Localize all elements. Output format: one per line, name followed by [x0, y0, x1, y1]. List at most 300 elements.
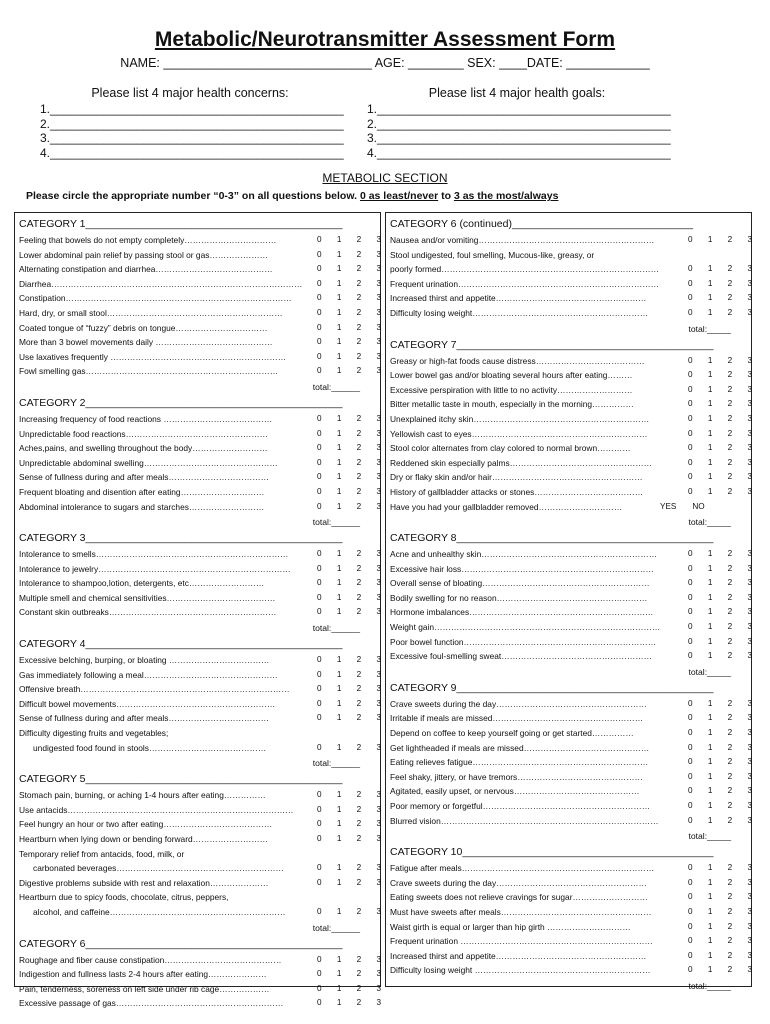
rating-option[interactable]: 2 — [727, 877, 733, 887]
rating-option[interactable]: 2 — [727, 264, 733, 274]
rating-option[interactable]: 2 — [356, 428, 362, 438]
rating-option[interactable]: 1 — [707, 472, 713, 482]
goal-line[interactable]: 2.____________________________________________ — [367, 116, 671, 131]
rating-option[interactable]: 0 — [317, 264, 322, 274]
rating-option[interactable]: 3 — [376, 428, 381, 438]
rating-option[interactable]: 1 — [336, 954, 342, 964]
rating-option[interactable]: 2 — [356, 607, 362, 617]
rating-option[interactable]: 3 — [376, 501, 381, 511]
rating-option[interactable]: 3 — [376, 669, 381, 679]
rating-option[interactable]: 3 — [747, 622, 752, 632]
rating-option[interactable]: 1 — [707, 771, 713, 781]
rating-option[interactable]: 0 — [688, 307, 693, 317]
rating-option[interactable]: 3 — [376, 337, 381, 347]
rating-option[interactable]: 2 — [727, 636, 733, 646]
rating-option[interactable]: 1 — [707, 742, 713, 752]
rating-option[interactable]: 2 — [727, 892, 733, 902]
rating-option[interactable]: 1 — [707, 877, 713, 887]
rating-option[interactable]: 1 — [707, 443, 713, 453]
category-total[interactable]: total:______ — [312, 517, 360, 528]
rating-option[interactable]: 0 — [317, 863, 322, 873]
rating-option[interactable]: 0 — [688, 921, 693, 931]
patient-info-line[interactable]: NAME: ______________________________ AGE: ________ SEX: ____DATE: ____________ — [120, 56, 650, 70]
rating-option[interactable]: 3 — [747, 877, 752, 887]
rating-option[interactable]: 3 — [747, 757, 752, 767]
rating-option[interactable]: 3 — [747, 592, 752, 602]
rating-option[interactable]: 3 — [747, 863, 752, 873]
rating-option[interactable]: 1 — [336, 592, 342, 602]
rating-option[interactable]: 0 — [317, 607, 322, 617]
rating-option[interactable]: 2 — [356, 457, 362, 467]
rating-option[interactable]: 1 — [707, 921, 713, 931]
rating-option[interactable]: 3 — [747, 472, 752, 482]
rating-option[interactable]: 2 — [356, 307, 362, 317]
rating-option[interactable]: 1 — [707, 636, 713, 646]
rating-option[interactable]: 1 — [336, 578, 342, 588]
rating-option[interactable]: 0 — [317, 804, 322, 814]
category-total[interactable]: total:______ — [312, 922, 360, 933]
rating-option[interactable]: 2 — [727, 728, 733, 738]
rating-option[interactable]: 1 — [707, 578, 713, 588]
rating-option[interactable]: 2 — [727, 428, 733, 438]
rating-option[interactable]: 1 — [336, 998, 342, 1008]
rating-option[interactable]: 2 — [727, 786, 733, 796]
rating-option[interactable]: 3 — [376, 486, 381, 496]
rating-option[interactable]: 2 — [727, 936, 733, 946]
rating-option[interactable]: 0 — [317, 983, 322, 993]
rating-option[interactable]: 1 — [336, 563, 342, 573]
rating-option[interactable]: 2 — [356, 698, 362, 708]
goal-line[interactable]: 4.____________________________________________ — [367, 145, 671, 160]
rating-option[interactable]: 1 — [707, 264, 713, 274]
rating-option[interactable]: 1 — [707, 950, 713, 960]
rating-option[interactable]: 2 — [356, 804, 362, 814]
rating-option[interactable]: 0 — [688, 549, 693, 559]
category-total[interactable]: total:_____ — [688, 517, 731, 528]
rating-option[interactable]: 0 — [317, 457, 322, 467]
rating-option[interactable]: 2 — [727, 563, 733, 573]
rating-option[interactable]: 2 — [727, 801, 733, 810]
rating-option[interactable]: 3 — [376, 655, 381, 665]
rating-option[interactable]: 1 — [336, 684, 342, 694]
rating-option[interactable]: 1 — [336, 235, 342, 244]
rating-option[interactable]: 3 — [376, 819, 381, 829]
rating-option[interactable]: 1 — [336, 293, 342, 303]
rating-option[interactable]: 2 — [356, 278, 362, 288]
rating-option[interactable]: 0 — [688, 384, 693, 394]
rating-option[interactable]: 2 — [356, 486, 362, 496]
rating-option[interactable]: 1 — [707, 384, 713, 394]
rating-option[interactable]: 2 — [727, 815, 733, 825]
rating-option[interactable]: 3 — [376, 322, 381, 332]
category-total[interactable]: total:_____ — [688, 666, 731, 677]
rating-option[interactable]: 0 — [688, 728, 693, 738]
rating-option[interactable]: 3 — [376, 983, 381, 993]
rating-option[interactable]: 2 — [356, 969, 362, 979]
rating-option[interactable]: 2 — [727, 472, 733, 482]
rating-option[interactable]: 0 — [688, 965, 693, 975]
rating-option[interactable]: 1 — [336, 804, 342, 814]
rating-option[interactable]: 0 — [688, 906, 693, 916]
rating-option[interactable]: 1 — [336, 413, 342, 423]
rating-option[interactable]: 0 — [688, 413, 693, 423]
rating-option[interactable]: 0 — [317, 819, 322, 829]
rating-option[interactable]: 2 — [727, 950, 733, 960]
rating-option[interactable]: 1 — [336, 501, 342, 511]
rating-option[interactable]: 0 — [317, 472, 322, 482]
rating-option[interactable]: 2 — [356, 472, 362, 482]
rating-option[interactable]: 3 — [376, 578, 381, 588]
concern-line[interactable]: 4.____________________________________________ — [40, 145, 344, 160]
rating-option[interactable]: 0 — [317, 322, 322, 332]
rating-option[interactable]: 1 — [707, 815, 713, 825]
rating-option[interactable]: 1 — [707, 728, 713, 738]
rating-option[interactable]: 3 — [747, 399, 752, 409]
rating-option[interactable]: 0 — [688, 622, 693, 632]
rating-option[interactable]: 0 — [688, 293, 693, 303]
rating-option[interactable]: 2 — [356, 563, 362, 573]
rating-option[interactable]: 0 — [317, 698, 322, 708]
rating-option[interactable]: 3 — [376, 804, 381, 814]
rating-option[interactable]: 2 — [727, 370, 733, 380]
rating-option[interactable]: 1 — [707, 906, 713, 916]
rating-option[interactable]: 1 — [336, 698, 342, 708]
rating-option[interactable]: 0 — [317, 578, 322, 588]
rating-option[interactable]: 3 — [376, 834, 381, 843]
rating-option[interactable]: 1 — [707, 622, 713, 632]
rating-option[interactable]: 0 — [688, 936, 693, 946]
rating-option[interactable]: 0 — [317, 278, 322, 288]
rating-option[interactable]: 2 — [356, 669, 362, 679]
rating-option[interactable]: 0 — [688, 592, 693, 602]
rating-option[interactable]: 0 — [688, 651, 693, 661]
rating-option[interactable]: 0 — [688, 786, 693, 796]
rating-option[interactable]: 1 — [707, 307, 713, 317]
rating-option[interactable]: 2 — [356, 413, 362, 423]
rating-option[interactable]: 0 — [688, 457, 693, 467]
rating-option[interactable]: 3 — [747, 801, 752, 810]
rating-option[interactable]: 2 — [356, 834, 362, 843]
rating-option[interactable]: 3 — [376, 698, 381, 708]
rating-option[interactable]: 0 — [688, 950, 693, 960]
rating-option[interactable]: 3 — [747, 636, 752, 646]
rating-option[interactable]: 0 — [317, 443, 322, 453]
rating-option[interactable]: 3 — [747, 965, 752, 975]
rating-option[interactable]: 1 — [336, 428, 342, 438]
rating-option[interactable]: 2 — [356, 713, 362, 723]
rating-option[interactable]: 2 — [727, 863, 733, 873]
rating-option[interactable]: 0 — [688, 742, 693, 752]
rating-option[interactable]: 0 — [688, 607, 693, 617]
rating-option[interactable]: 0 — [317, 742, 322, 752]
rating-option[interactable]: 0 — [688, 815, 693, 825]
rating-option[interactable]: 2 — [727, 607, 733, 617]
category-total[interactable]: total:_____ — [688, 980, 731, 991]
rating-option[interactable]: 3 — [747, 698, 752, 708]
rating-option[interactable]: 2 — [356, 998, 362, 1008]
rating-option[interactable]: 1 — [707, 413, 713, 423]
rating-option[interactable]: 1 — [707, 457, 713, 467]
rating-option[interactable]: 0 — [317, 549, 322, 559]
rating-option[interactable]: 1 — [336, 655, 342, 665]
rating-option[interactable]: 3 — [747, 607, 752, 617]
rating-option[interactable]: 0 — [317, 834, 322, 843]
rating-option[interactable]: 2 — [727, 307, 733, 317]
rating-option[interactable]: 2 — [727, 355, 733, 365]
rating-option[interactable]: 0 — [688, 486, 693, 496]
rating-option[interactable]: 2 — [727, 384, 733, 394]
rating-option[interactable]: 0 — [317, 906, 322, 916]
rating-option[interactable]: 1 — [336, 983, 342, 993]
rating-option[interactable]: 1 — [336, 906, 342, 916]
rating-option[interactable]: 3 — [747, 428, 752, 438]
rating-option[interactable]: 1 — [336, 472, 342, 482]
rating-option[interactable]: 3 — [376, 264, 381, 274]
rating-option[interactable]: 0 — [317, 249, 322, 259]
rating-option[interactable]: 2 — [356, 501, 362, 511]
category-total[interactable]: total:______ — [312, 758, 360, 769]
rating-option[interactable]: 3 — [747, 728, 752, 738]
rating-option[interactable]: 3 — [747, 264, 752, 274]
goal-line[interactable]: 3.____________________________________________ — [367, 131, 671, 145]
category-total[interactable]: total:_____ — [688, 323, 731, 334]
rating-option[interactable]: 2 — [727, 742, 733, 752]
rating-option[interactable]: 0 — [688, 443, 693, 453]
rating-option[interactable]: 3 — [747, 235, 752, 244]
no-option[interactable]: NO — [692, 501, 705, 511]
rating-option[interactable]: 1 — [336, 607, 342, 617]
rating-option[interactable]: 1 — [707, 607, 713, 617]
rating-option[interactable]: 2 — [356, 249, 362, 259]
rating-option[interactable]: 0 — [317, 790, 322, 800]
rating-option[interactable]: 3 — [747, 413, 752, 423]
rating-option[interactable]: 0 — [317, 428, 322, 438]
category-total[interactable]: total:______ — [312, 623, 360, 634]
rating-option[interactable]: 0 — [317, 669, 322, 679]
rating-option[interactable]: 2 — [727, 771, 733, 781]
rating-option[interactable]: 1 — [707, 757, 713, 767]
rating-option[interactable]: 1 — [336, 877, 342, 887]
rating-option[interactable]: 3 — [376, 249, 381, 259]
concern-line[interactable]: 2.____________________________________________ — [40, 116, 344, 131]
rating-option[interactable]: 1 — [336, 264, 342, 274]
rating-option[interactable]: 2 — [727, 443, 733, 453]
rating-option[interactable]: 1 — [707, 863, 713, 873]
rating-option[interactable]: 3 — [747, 936, 752, 946]
rating-option[interactable]: 2 — [727, 698, 733, 708]
rating-option[interactable]: 1 — [707, 651, 713, 661]
rating-option[interactable]: 3 — [747, 278, 752, 288]
rating-option[interactable]: 2 — [356, 337, 362, 347]
rating-option[interactable]: 0 — [317, 366, 322, 376]
rating-option[interactable]: 2 — [356, 877, 362, 887]
rating-option[interactable]: 2 — [727, 413, 733, 423]
rating-option[interactable]: 1 — [336, 713, 342, 723]
goal-line[interactable]: 1.____________________________________________ — [367, 102, 671, 116]
rating-option[interactable]: 3 — [376, 906, 381, 916]
rating-option[interactable]: 0 — [317, 954, 322, 964]
rating-option[interactable]: 3 — [747, 950, 752, 960]
rating-option[interactable]: 3 — [747, 355, 752, 365]
rating-option[interactable]: 0 — [688, 563, 693, 573]
rating-option[interactable]: 3 — [747, 713, 752, 723]
rating-option[interactable]: 0 — [688, 698, 693, 708]
rating-option[interactable]: 0 — [317, 501, 322, 511]
rating-option[interactable]: 2 — [356, 954, 362, 964]
rating-option[interactable]: 3 — [376, 742, 381, 752]
rating-option[interactable]: 3 — [747, 549, 752, 559]
rating-option[interactable]: 2 — [356, 819, 362, 829]
rating-option[interactable]: 2 — [356, 906, 362, 916]
rating-option[interactable]: 0 — [688, 801, 693, 810]
category-total[interactable]: total:______ — [312, 381, 360, 392]
rating-option[interactable]: 2 — [356, 366, 362, 376]
rating-option[interactable]: 0 — [688, 264, 693, 274]
rating-option[interactable]: 3 — [747, 443, 752, 453]
rating-option[interactable]: 0 — [688, 370, 693, 380]
rating-option[interactable]: 3 — [376, 998, 381, 1008]
rating-option[interactable]: 1 — [336, 307, 342, 317]
rating-option[interactable]: 1 — [336, 443, 342, 453]
rating-option[interactable]: 2 — [356, 863, 362, 873]
rating-option[interactable]: 0 — [317, 293, 322, 303]
rating-option[interactable]: 0 — [688, 278, 693, 288]
rating-option[interactable]: 2 — [356, 983, 362, 993]
rating-option[interactable]: 1 — [707, 235, 713, 244]
rating-option[interactable]: 0 — [688, 235, 693, 244]
rating-option[interactable]: 3 — [376, 969, 381, 979]
rating-option[interactable]: 1 — [336, 486, 342, 496]
rating-option[interactable]: 2 — [727, 757, 733, 767]
rating-option[interactable]: 2 — [727, 713, 733, 723]
rating-option[interactable]: 3 — [747, 742, 752, 752]
rating-option[interactable]: 1 — [336, 669, 342, 679]
rating-option[interactable]: 3 — [376, 457, 381, 467]
rating-option[interactable]: 1 — [336, 742, 342, 752]
rating-option[interactable]: 2 — [727, 278, 733, 288]
rating-option[interactable]: 3 — [747, 906, 752, 916]
rating-option[interactable]: 0 — [688, 863, 693, 873]
rating-option[interactable]: 2 — [356, 322, 362, 332]
rating-option[interactable]: 3 — [376, 549, 381, 559]
rating-option[interactable]: 0 — [688, 636, 693, 646]
rating-option[interactable]: 0 — [317, 998, 322, 1008]
rating-option[interactable]: 2 — [727, 651, 733, 661]
rating-option[interactable]: 0 — [688, 428, 693, 438]
rating-option[interactable]: 1 — [707, 293, 713, 303]
rating-option[interactable]: 1 — [336, 790, 342, 800]
rating-option[interactable]: 1 — [336, 457, 342, 467]
rating-option[interactable]: 3 — [376, 278, 381, 288]
rating-option[interactable]: 0 — [688, 771, 693, 781]
rating-option[interactable]: 2 — [727, 921, 733, 931]
rating-option[interactable]: 3 — [747, 457, 752, 467]
rating-option[interactable]: 1 — [336, 819, 342, 829]
rating-option[interactable]: 3 — [376, 713, 381, 723]
rating-option[interactable]: 3 — [376, 293, 381, 303]
rating-option[interactable]: 2 — [356, 578, 362, 588]
rating-option[interactable]: 3 — [376, 863, 381, 873]
rating-option[interactable]: 1 — [707, 563, 713, 573]
rating-option[interactable]: 3 — [747, 786, 752, 796]
rating-option[interactable]: 2 — [727, 293, 733, 303]
rating-option[interactable]: 1 — [707, 892, 713, 902]
rating-option[interactable]: 3 — [376, 954, 381, 964]
rating-option[interactable]: 3 — [747, 651, 752, 661]
rating-option[interactable]: 3 — [747, 563, 752, 573]
rating-option[interactable]: 0 — [688, 877, 693, 887]
rating-option[interactable]: 3 — [376, 563, 381, 573]
yes-option[interactable]: YES — [660, 501, 677, 511]
rating-option[interactable]: 3 — [376, 592, 381, 602]
rating-option[interactable]: 0 — [317, 877, 322, 887]
rating-option[interactable]: 3 — [376, 366, 381, 376]
rating-option[interactable]: 2 — [727, 906, 733, 916]
rating-option[interactable]: 1 — [336, 249, 342, 259]
rating-option[interactable]: 1 — [336, 278, 342, 288]
rating-option[interactable]: 0 — [317, 592, 322, 602]
rating-option[interactable]: 3 — [747, 307, 752, 317]
rating-option[interactable]: 1 — [707, 936, 713, 946]
category-total[interactable]: total:_____ — [688, 831, 731, 842]
concern-line[interactable]: 1.____________________________________________ — [40, 102, 344, 116]
rating-option[interactable]: 3 — [376, 307, 381, 317]
rating-option[interactable]: 3 — [747, 384, 752, 394]
rating-option[interactable]: 3 — [376, 443, 381, 453]
rating-option[interactable]: 2 — [727, 592, 733, 602]
rating-option[interactable]: 3 — [747, 486, 752, 496]
rating-option[interactable]: 3 — [376, 235, 381, 244]
rating-option[interactable]: 2 — [727, 235, 733, 244]
rating-option[interactable]: 3 — [376, 607, 381, 617]
rating-option[interactable]: 3 — [747, 578, 752, 588]
rating-option[interactable]: 1 — [707, 278, 713, 288]
rating-option[interactable]: 2 — [356, 443, 362, 453]
rating-option[interactable]: 0 — [688, 355, 693, 365]
rating-option[interactable]: 3 — [376, 413, 381, 423]
rating-option[interactable]: 1 — [336, 351, 342, 361]
rating-option[interactable]: 3 — [376, 472, 381, 482]
rating-option[interactable]: 2 — [727, 622, 733, 632]
rating-option[interactable]: 1 — [336, 969, 342, 979]
rating-option[interactable]: 1 — [707, 486, 713, 496]
rating-option[interactable]: 1 — [336, 549, 342, 559]
rating-option[interactable]: 0 — [317, 713, 322, 723]
concern-line[interactable]: 3.____________________________________________ — [40, 131, 344, 145]
rating-option[interactable]: 2 — [727, 578, 733, 588]
rating-option[interactable]: 0 — [317, 563, 322, 573]
rating-option[interactable]: 1 — [336, 337, 342, 347]
rating-option[interactable]: 1 — [707, 713, 713, 723]
rating-option[interactable]: 0 — [688, 713, 693, 723]
rating-option[interactable]: 1 — [707, 355, 713, 365]
rating-option[interactable]: 1 — [336, 366, 342, 376]
rating-option[interactable]: 2 — [356, 264, 362, 274]
rating-option[interactable]: 2 — [356, 742, 362, 752]
rating-option[interactable]: 2 — [356, 790, 362, 800]
rating-option[interactable]: 1 — [336, 322, 342, 332]
rating-option[interactable]: 3 — [747, 293, 752, 303]
rating-option[interactable]: 3 — [747, 815, 752, 825]
rating-option[interactable]: 2 — [356, 549, 362, 559]
rating-option[interactable]: 0 — [688, 578, 693, 588]
rating-option[interactable]: 1 — [707, 801, 713, 810]
rating-option[interactable]: 2 — [356, 592, 362, 602]
rating-option[interactable]: 1 — [336, 863, 342, 873]
rating-option[interactable]: 0 — [317, 351, 322, 361]
rating-option[interactable]: 0 — [317, 413, 322, 423]
rating-option[interactable]: 2 — [727, 399, 733, 409]
